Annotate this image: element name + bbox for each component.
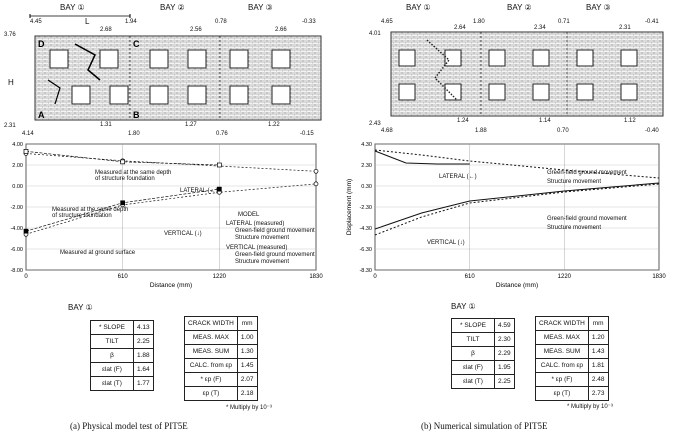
bay-2-label: BAY ② bbox=[507, 3, 532, 12]
vertical-label: VERTICAL (↓) bbox=[164, 231, 202, 237]
table-label-cell: * SLOPE bbox=[91, 321, 134, 335]
table-value-cell: 4.59 bbox=[495, 319, 515, 333]
table-value-cell: mm bbox=[237, 317, 257, 331]
panel-numerical-simulation bbox=[339, 0, 678, 435]
top-number: 4.65 bbox=[381, 19, 393, 25]
table-label-cell: β bbox=[91, 349, 134, 363]
span-bottom: 1.27 bbox=[185, 122, 197, 128]
table-value-cell: 1.95 bbox=[495, 361, 515, 375]
table-value-cell: 1.88 bbox=[134, 349, 154, 363]
multiply-note: * Multiply by 10⁻³ bbox=[226, 405, 272, 411]
svg-text:B: B bbox=[133, 110, 140, 120]
table-label-cell: * εp (F) bbox=[536, 373, 589, 387]
table-row bbox=[536, 387, 609, 401]
table-label-cell: εlat (T) bbox=[452, 375, 495, 389]
table-value-cell: 1.20 bbox=[588, 331, 608, 345]
span-top: 2.66 bbox=[275, 27, 287, 33]
vertical-label: VERTICAL (↓) bbox=[427, 240, 465, 246]
slope-table-a bbox=[90, 320, 154, 391]
table-label-cell: MEAS. SUM bbox=[185, 345, 238, 359]
data-point bbox=[314, 169, 318, 173]
left-number: 2.31 bbox=[4, 123, 16, 129]
table-row bbox=[91, 335, 154, 349]
table-row bbox=[91, 321, 154, 335]
span-bottom: 1.22 bbox=[268, 122, 280, 128]
table-value-cell: 2.29 bbox=[495, 347, 515, 361]
table-row bbox=[536, 317, 609, 331]
table-row bbox=[185, 373, 258, 387]
height-label: H bbox=[8, 78, 14, 87]
table-row bbox=[452, 375, 515, 389]
top-number: 1.80 bbox=[473, 19, 485, 25]
table-value-cell: 1.45 bbox=[237, 359, 257, 373]
legend-model: MODEL bbox=[238, 212, 260, 218]
y-tick-label: -2.00 bbox=[10, 205, 23, 211]
legend-struct: Structure movement bbox=[547, 179, 602, 185]
table-row bbox=[536, 373, 609, 387]
table-row bbox=[452, 361, 515, 375]
table-value-cell: 1.77 bbox=[134, 377, 154, 391]
table-value-cell: 2.73 bbox=[588, 387, 608, 401]
y-tick-label: -2.30 bbox=[359, 205, 372, 211]
bottom-number: 4.68 bbox=[381, 128, 393, 134]
table-label-cell: MEAS. SUM bbox=[536, 345, 589, 359]
table-value-cell: 1.64 bbox=[134, 363, 154, 377]
span-bottom: 1.31 bbox=[100, 122, 112, 128]
length-label: L bbox=[85, 17, 90, 26]
legend-vertical: VERTICAL (measured) bbox=[226, 245, 288, 251]
table-label-cell: CRACK WIDTH bbox=[536, 317, 589, 331]
table-value-cell: 2.25 bbox=[495, 375, 515, 389]
x-tick-label: 0 bbox=[373, 274, 377, 280]
annotation-same-depth: Measured at the same depth bbox=[95, 170, 172, 176]
x-tick-label: 610 bbox=[117, 274, 128, 280]
legend-gf: Green-field ground movement bbox=[235, 228, 315, 234]
x-tick-label: 0 bbox=[24, 274, 28, 280]
span-top: 2.68 bbox=[100, 27, 112, 33]
left-number: 3.76 bbox=[4, 32, 16, 38]
y-tick-label: 2.30 bbox=[361, 163, 372, 169]
top-number: 4.45 bbox=[30, 19, 42, 25]
bay-3-label: BAY ③ bbox=[248, 3, 273, 12]
table-label-cell: CALC. from εp bbox=[185, 359, 238, 373]
table-value-cell: 4.13 bbox=[134, 321, 154, 335]
table-row bbox=[185, 345, 258, 359]
structure-diagram-a bbox=[0, 0, 339, 140]
legend-struct2: Structure movement bbox=[547, 225, 602, 231]
left-number: 2.43 bbox=[369, 121, 381, 127]
data-point bbox=[217, 163, 221, 167]
annotation-same-depth: of structure foundation bbox=[95, 176, 155, 182]
table-label-cell: εp (T) bbox=[185, 387, 238, 401]
x-axis-label: Distance (mm) bbox=[495, 282, 539, 289]
table-row bbox=[536, 345, 609, 359]
table-label-cell: β bbox=[452, 347, 495, 361]
table-row bbox=[536, 331, 609, 345]
table-row bbox=[452, 333, 515, 347]
table-label-cell: * εp (F) bbox=[185, 373, 238, 387]
crack-table-a bbox=[184, 316, 258, 401]
bottom-number: -0.40 bbox=[645, 128, 659, 134]
y-tick-label: -6.30 bbox=[359, 247, 372, 253]
table-row bbox=[452, 347, 515, 361]
table-value-cell: 2.07 bbox=[237, 373, 257, 387]
table-value-cell: mm bbox=[588, 317, 608, 331]
table-label-cell: * SLOPE bbox=[452, 319, 495, 333]
annotation-same-depth-2: of structure foundation bbox=[52, 213, 112, 219]
y-tick-label: 0.30 bbox=[361, 184, 372, 190]
y-tick-label: -6.00 bbox=[10, 247, 23, 253]
top-number: 0.78 bbox=[215, 19, 227, 25]
y-tick-label: 4.30 bbox=[361, 142, 372, 148]
table-label-cell: εlat (F) bbox=[452, 361, 495, 375]
y-tick-label: -4.30 bbox=[359, 226, 372, 232]
table-row bbox=[185, 387, 258, 401]
series-line bbox=[375, 184, 659, 235]
svg-text:D: D bbox=[38, 39, 45, 49]
x-tick-label: 1830 bbox=[652, 274, 666, 280]
bottom-number: -0.15 bbox=[300, 131, 314, 137]
table-label-cell: MEAS. MAX bbox=[185, 331, 238, 345]
bay-3-label: BAY ③ bbox=[586, 3, 611, 12]
lateral-label: LATERAL (←) bbox=[439, 174, 477, 180]
table-row bbox=[185, 359, 258, 373]
bottom-number: 1.80 bbox=[128, 131, 140, 137]
data-point bbox=[24, 149, 28, 153]
table-label-cell: εlat (F) bbox=[91, 363, 134, 377]
span-bottom: 1.24 bbox=[457, 118, 469, 124]
table-row bbox=[185, 331, 258, 345]
legend-struct: Structure movement bbox=[235, 235, 290, 241]
x-tick-label: 1220 bbox=[212, 274, 227, 280]
top-number: -0.41 bbox=[645, 19, 659, 25]
legend-gf2: Green-field ground movement bbox=[547, 216, 627, 222]
legend-struct2: Structure movement bbox=[235, 259, 290, 265]
bay-1-label: BAY ① bbox=[60, 3, 85, 12]
table-row bbox=[91, 363, 154, 377]
table-label-cell: CALC. from εp bbox=[536, 359, 589, 373]
top-number: 1.94 bbox=[125, 19, 137, 25]
table-value-cell: 1.30 bbox=[237, 345, 257, 359]
caption-a: (a) Physical model test of PIT5E bbox=[70, 421, 188, 431]
bay-1-table-label: BAY ① bbox=[68, 303, 93, 312]
table-value-cell: 2.25 bbox=[134, 335, 154, 349]
x-tick-label: 610 bbox=[464, 274, 475, 280]
table-value-cell: 2.18 bbox=[237, 387, 257, 401]
y-tick-label: 4.00 bbox=[12, 142, 23, 148]
legend-gf2: Green-field ground movement bbox=[235, 252, 315, 258]
bottom-number: 4.14 bbox=[22, 131, 34, 137]
data-point bbox=[314, 182, 318, 186]
data-point bbox=[24, 229, 28, 233]
svg-text:C: C bbox=[133, 39, 140, 49]
data-point bbox=[121, 160, 125, 164]
crack-table-b bbox=[535, 316, 609, 401]
annotation-surface: Measured at ground surface bbox=[60, 250, 136, 256]
lateral-label: LATERAL (←) bbox=[180, 188, 218, 194]
table-label-cell: εlat (T) bbox=[91, 377, 134, 391]
x-tick-label: 1830 bbox=[309, 274, 323, 280]
table-label-cell: CRACK WIDTH bbox=[185, 317, 238, 331]
y-axis-label: Displacement (mm) bbox=[346, 178, 353, 236]
span-top: 2.31 bbox=[619, 25, 631, 31]
x-axis-label: Distance (mm) bbox=[149, 282, 193, 289]
annotation-same-depth-2: Measured at the same depth bbox=[52, 207, 129, 213]
span-bottom: 1.14 bbox=[539, 118, 551, 124]
table-row bbox=[91, 377, 154, 391]
table-value-cell: 1.00 bbox=[237, 331, 257, 345]
table-value-cell: 2.48 bbox=[588, 373, 608, 387]
y-tick-label: -4.00 bbox=[10, 226, 23, 232]
legend-gf: Green-field ground movement bbox=[547, 170, 627, 176]
displacement-chart-b bbox=[339, 138, 678, 290]
span-top: 2.64 bbox=[454, 25, 466, 31]
bay-2-label: BAY ② bbox=[160, 3, 185, 12]
series-line bbox=[26, 154, 316, 172]
x-tick-label: 1220 bbox=[557, 274, 572, 280]
slope-table-b bbox=[451, 318, 515, 389]
table-value-cell: 2.30 bbox=[495, 333, 515, 347]
bottom-number: 0.70 bbox=[557, 128, 569, 134]
table-value-cell: 1.43 bbox=[588, 345, 608, 359]
y-tick-label: 0.00 bbox=[12, 184, 23, 190]
table-row bbox=[452, 319, 515, 333]
left-number: 4.01 bbox=[369, 31, 381, 37]
y-tick-label: 2.00 bbox=[12, 163, 23, 169]
table-row bbox=[536, 359, 609, 373]
table-value-cell: 1.81 bbox=[588, 359, 608, 373]
y-tick-label: -8.00 bbox=[10, 268, 23, 274]
data-point bbox=[217, 187, 221, 191]
legend-lateral: LATERAL (measured) bbox=[226, 221, 285, 227]
table-label-cell: TILT bbox=[452, 333, 495, 347]
top-number: -0.33 bbox=[302, 19, 316, 25]
svg-text:A: A bbox=[38, 110, 45, 120]
table-row bbox=[91, 349, 154, 363]
bottom-number: 1.88 bbox=[475, 128, 487, 134]
span-top: 2.34 bbox=[534, 25, 546, 31]
table-row bbox=[185, 317, 258, 331]
multiply-note: * Multiply by 10⁻³ bbox=[567, 404, 613, 410]
bottom-number: 0.76 bbox=[216, 131, 228, 137]
span-bottom: 1.12 bbox=[624, 118, 636, 124]
table-label-cell: εp (T) bbox=[536, 387, 589, 401]
bay-1-label: BAY ① bbox=[406, 3, 431, 12]
caption-b: (b) Numerical simulation of PIT5E bbox=[421, 421, 548, 431]
top-number: 0.71 bbox=[558, 19, 570, 25]
table-label-cell: TILT bbox=[91, 335, 134, 349]
table-label-cell: MEAS. MAX bbox=[536, 331, 589, 345]
span-top: 2.56 bbox=[190, 27, 202, 33]
y-tick-label: -8.30 bbox=[359, 268, 372, 274]
data-point bbox=[121, 201, 125, 205]
displacement-chart-a bbox=[0, 138, 339, 290]
bay-1-table-label: BAY ① bbox=[451, 302, 476, 311]
series-line bbox=[375, 151, 470, 164]
